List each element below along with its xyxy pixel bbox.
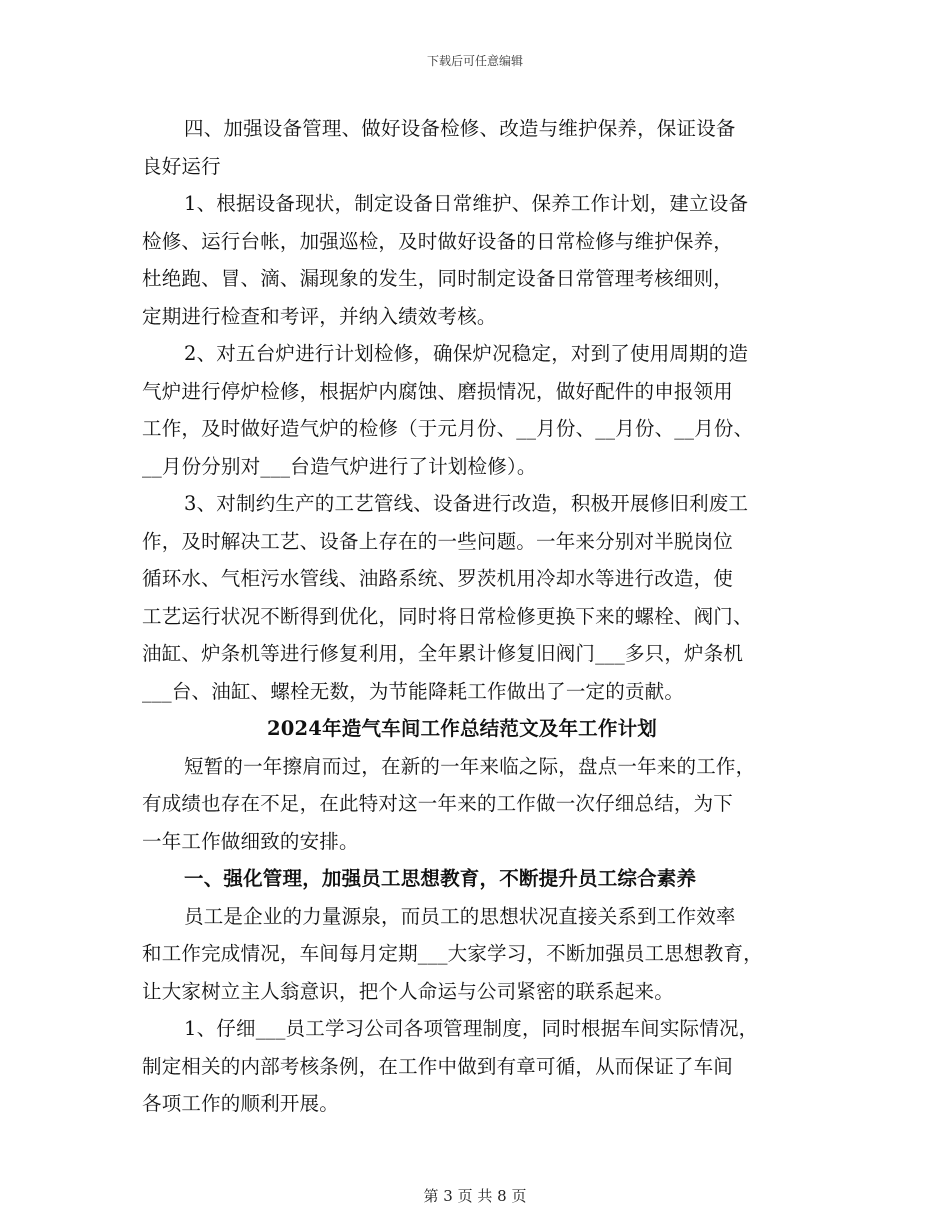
text-line: 3、对制约生产的工艺管线、设备进行改造，积极开展修旧利废工 — [184, 492, 749, 515]
text-line: 员工是企业的力量源泉，而员工的思想状况直接关系到工作效率 — [184, 904, 736, 928]
text-line: 短暂的一年擦肩而过，在新的一年来临之际，盘点一年来的工作， — [184, 754, 756, 778]
text-line: 让大家树立主人翁意识，把个人命运与公司紧密的联系起来。 — [142, 979, 674, 1003]
document-body — [142, 110, 812, 1123]
text-line: __月份分别对___台造气炉进行了计划检修）。 — [142, 454, 537, 478]
text-line: 检修、运行台帐，加强巡检，及时做好设备的日常检修与维护保养， — [142, 229, 734, 253]
page-header: 下载后可任意编辑 — [426, 54, 523, 68]
text-line: 一年工作做细致的安排。 — [142, 829, 359, 853]
text-line: 各项工作的顺利开展。 — [142, 1092, 340, 1115]
page-footer: 第 3 页 共 8 页 — [423, 1187, 527, 1205]
text-line: 定期进行检查和考评，并纳入绩效考核。 — [142, 304, 497, 328]
text-line: 气炉进行停炉检修，根据炉内腐蚀、磨损情况，做好配件的申报领用 — [142, 379, 734, 403]
text-line: 制定相关的内部考核条例，在工作中做到有章可循，从而保证了车间 — [142, 1054, 734, 1078]
text-line: ___台、油缸、螺栓无数，为节能降耗工作做出了一定的贡献。 — [142, 679, 685, 703]
document-title: 2024年造气车间工作总结范文及年工作计划 — [267, 717, 657, 740]
text-line: 四、加强设备管理、做好设备检修、改造与维护保养，保证设备 — [184, 117, 736, 140]
text-line: 杜绝跑、冒、滴、漏现象的发生，同时制定设备日常管理考核细则， — [142, 267, 734, 290]
text-line: 作，及时解决工艺、设备上存在的一些问题。一年来分别对半脱岗位 — [142, 529, 734, 553]
text-line: 良好运行 — [142, 154, 221, 178]
text-line: 2、对五台炉进行计划检修，确保炉况稳定，对到了使用周期的造 — [184, 342, 749, 365]
text-line: 油缸、炉条机等进行修复利用，全年累计修复旧阀门___多只，炉条机 — [142, 642, 744, 665]
section-heading-line: 一、强化管理，加强员工思想教育，不断提升员工综合素养 — [184, 867, 697, 890]
text-line: 1、仔细___员工学习公司各项管理制度，同时根据车间实际情况， — [184, 1017, 759, 1040]
text-line: 工艺运行状况不断得到优化，同时将日常检修更换下来的螺栓、阀门、 — [142, 604, 753, 628]
text-line: 有成绩也存在不足，在此特对这一年来的工作做一次仔细总结，为下 — [142, 792, 734, 815]
text-line: 1、根据设备现状，制定设备日常维护、保养工作计划，建立设备 — [184, 192, 749, 215]
text-line: 循环水、气柜污水管线、油路系统、罗茨机用冷却水等进行改造，使 — [142, 567, 734, 590]
text-line: 和工作完成情况，车间每月定期___大家学习，不断加强员工思想教育， — [142, 942, 763, 965]
text-line: 工作，及时做好造气炉的检修（于元月份、__月份、__月份、__月份、 — [142, 417, 754, 440]
